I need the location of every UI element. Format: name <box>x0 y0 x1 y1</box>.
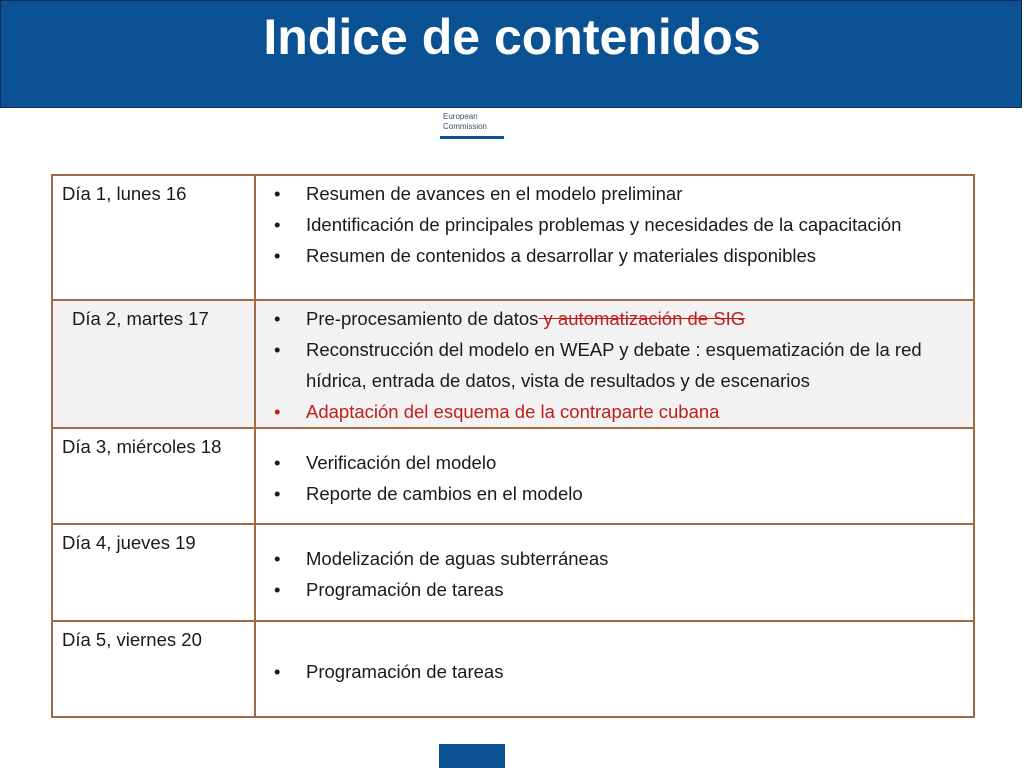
agenda-row-day3 <box>52 428 974 524</box>
bullet-item <box>270 209 965 240</box>
bullet-text: Resumen de contenidos a desarrollar y materiales disponibles <box>306 245 817 266</box>
logo-line1: European <box>443 112 478 121</box>
bullet-icon: • <box>274 308 281 329</box>
bullet-icon: • <box>274 183 281 204</box>
bullet-text: Verificación del modelo <box>306 452 497 473</box>
bullet-text: Identificación de principales problemas y necesidades de la capacitación <box>306 214 902 235</box>
bullet-item-highlighted <box>270 396 965 427</box>
logo-underline <box>440 136 504 139</box>
agenda-row-day5 <box>52 621 974 717</box>
bullet-text: Programación de tareas <box>306 661 504 682</box>
day-cell: Día 4, jueves 19 <box>52 524 255 621</box>
bullet-item <box>270 303 965 334</box>
bullet-text: Programación de tareas <box>306 579 504 600</box>
bullet-item <box>270 240 965 271</box>
day-cell: Día 2, martes 17 <box>52 300 255 428</box>
bullet-list <box>270 543 965 605</box>
bullet-list <box>270 303 965 427</box>
logo-line2: Commission <box>443 122 488 131</box>
bullet-icon: • <box>274 401 281 422</box>
day-cell: Día 3, miércoles 18 <box>52 428 255 524</box>
agenda-row-day4 <box>52 524 974 621</box>
slide-title: Indice de contenidos <box>263 9 761 65</box>
day-cell: Día 5, viernes 20 <box>52 621 255 717</box>
content-cell <box>255 175 974 300</box>
bullet-item <box>270 478 965 509</box>
bullet-icon: • <box>274 339 281 360</box>
bullet-item <box>270 574 965 605</box>
bullet-text: Modelización de aguas subterráneas <box>306 548 609 569</box>
bullet-icon: • <box>274 579 281 600</box>
bullet-icon: • <box>274 661 281 682</box>
bullet-item <box>270 447 965 478</box>
bullet-icon: • <box>274 452 281 473</box>
bullet-list <box>270 178 965 271</box>
content-cell <box>255 621 974 717</box>
logo-text <box>438 110 506 132</box>
content-cell <box>255 300 974 428</box>
content-cell <box>255 428 974 524</box>
struck-text: y automatización de SIG <box>538 308 746 329</box>
title-bar <box>0 0 1022 108</box>
bullet-item <box>270 656 965 687</box>
bullet-item <box>270 178 965 209</box>
bullet-icon: • <box>274 483 281 504</box>
bullet-icon: • <box>274 245 281 266</box>
bullet-text: Reporte de cambios en el modelo <box>306 483 583 504</box>
bullet-text: Adaptación del esquema de la contraparte cubana <box>306 401 720 422</box>
bullet-icon: • <box>274 548 281 569</box>
day-cell: Día 1, lunes 16 <box>52 175 255 300</box>
agenda-table <box>51 174 975 718</box>
agenda-row-day1 <box>52 175 974 300</box>
bullet-list <box>270 447 965 509</box>
bullet-text: Reconstrucción del modelo en WEAP y debate : esquematización de la red hídrica, entrada de datos, vista de resultados y de escenarios <box>306 339 922 391</box>
european-commission-logo <box>438 110 506 142</box>
bullet-text: Resumen de avances en el modelo preliminar <box>306 183 683 204</box>
bullet-item <box>270 334 965 396</box>
bullet-text: Pre-procesamiento de datos <box>306 308 539 329</box>
bullet-icon: • <box>274 214 281 235</box>
bullet-item <box>270 543 965 574</box>
bullet-list <box>270 656 965 687</box>
eu-flag-icon <box>439 744 505 768</box>
content-cell <box>255 524 974 621</box>
agenda-row-day2 <box>52 300 974 428</box>
